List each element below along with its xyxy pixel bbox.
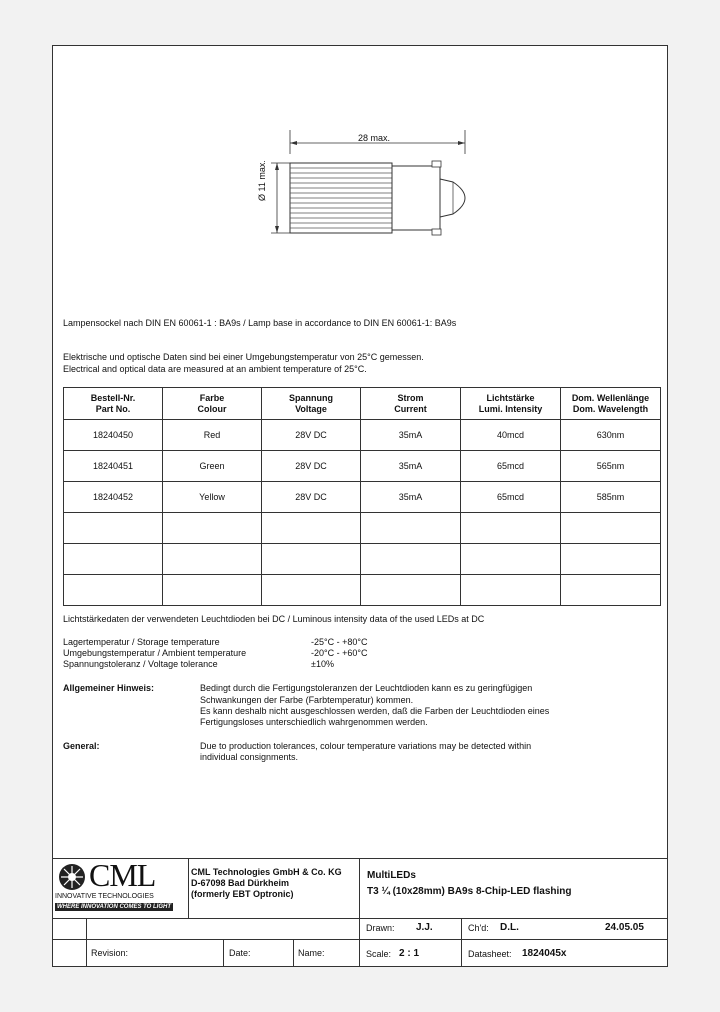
cell-current: 35mA: [361, 420, 461, 451]
date-label: Date:: [229, 948, 251, 958]
name-label: Name:: [298, 948, 325, 958]
company-former: (formerly EBT Optronic): [191, 889, 294, 899]
cell-part-no: [64, 544, 163, 575]
lamp-contact: [440, 179, 465, 217]
cell-part-no: [64, 513, 163, 544]
product-line: MultiLEDs: [367, 870, 416, 881]
company-name: CML Technologies GmbH & Co. KG: [191, 867, 342, 877]
cml-logo-text: CML: [89, 857, 156, 893]
date-value: 24.05.05: [605, 922, 644, 933]
spec-ambient-value: -20°C - +60°C: [311, 648, 368, 658]
table-row: [64, 544, 661, 575]
datasheet-page: [52, 45, 668, 967]
checked-label: Ch'd:: [468, 923, 489, 933]
table-header-row: [64, 388, 661, 420]
cell-current: 35mA: [361, 482, 461, 513]
cell-colour: [163, 544, 262, 575]
general-en-label: General:: [63, 741, 100, 751]
cell-colour: [163, 575, 262, 606]
conditions-de: Elektrische und optische Daten sind bei einer Umgebungstemperatur von 25°C gemessen.: [63, 352, 424, 362]
base-note: Lampensockel nach DIN EN 60061-1 : BA9s / Lamp base in accordance to DIN EN 60061-1: BA9s: [63, 318, 457, 328]
conditions-en: Electrical and optical data are measured at an ambient temperature of 25°C.: [63, 364, 367, 374]
cml-logo-tagline: WHERE INNOVATION COMES TO LIGHT: [57, 904, 171, 910]
cell-colour: Red: [163, 420, 262, 451]
general-de-line: Fertigungsloses unterschiedlich wahrgenommen werden.: [200, 717, 428, 727]
scale-label: Scale:: [366, 949, 392, 959]
cell-current: [361, 513, 461, 544]
bayonet-pin-bottom: [432, 229, 441, 235]
bayonet-pin-top: [432, 161, 441, 167]
dim-length-label: 28 max.: [358, 133, 391, 143]
company-address: D-67098 Bad Dürkheim: [191, 878, 290, 888]
cell-wavelength: 585nm: [561, 482, 661, 513]
cell-part-no: 18240451: [64, 451, 163, 482]
cell-colour: Green: [163, 451, 262, 482]
spec-table: [63, 387, 661, 606]
spec-ambient-label: Umgebungstemperatur / Ambient temperature: [63, 648, 247, 658]
cell-wavelength: [561, 575, 661, 606]
cell-voltage: [262, 575, 361, 606]
cell-intensity: 65mcd: [461, 482, 561, 513]
cell-wavelength: [561, 544, 661, 575]
general-en-line: individual consignments.: [200, 752, 299, 762]
spec-storage-value: -25°C - +80°C: [311, 637, 368, 647]
cell-voltage: [262, 513, 361, 544]
cell-current: 35mA: [361, 451, 461, 482]
table-row: [64, 482, 661, 513]
checked-value: D.L.: [500, 922, 519, 933]
cell-wavelength: 630nm: [561, 420, 661, 451]
cell-intensity: [461, 544, 561, 575]
spec-storage-label: Lagertemperatur / Storage temperature: [63, 637, 220, 647]
spec-voltage-label: Spannungstoleranz / Voltage tolerance: [63, 659, 218, 669]
cell-intensity: [461, 513, 561, 544]
cell-current: [361, 575, 461, 606]
table-row: [64, 420, 661, 451]
header-wavelength: Dom. Wellenlänge Dom. Wavelength: [561, 388, 661, 420]
cell-voltage: 28V DC: [262, 482, 361, 513]
datasheet-label: Datasheet:: [468, 949, 512, 959]
revision-label: Revision:: [91, 948, 129, 958]
cell-intensity: 40mcd: [461, 420, 561, 451]
header-colour: Farbe Colour: [163, 388, 262, 420]
lamp-base: [392, 166, 440, 230]
cell-wavelength: [561, 513, 661, 544]
cell-colour: Yellow: [163, 482, 262, 513]
arrow-left: [290, 141, 297, 145]
arrow-top: [275, 163, 279, 170]
dim-diameter-label: Ø 11 max.: [257, 160, 267, 201]
cell-current: [361, 544, 461, 575]
drawn-value: J.J.: [416, 922, 433, 933]
general-de-label: Allgemeiner Hinweis:: [63, 683, 155, 693]
header-voltage: Spannung Voltage: [262, 388, 361, 420]
intensity-note: Lichtstärkedaten der verwendeten Leuchtdioden bei DC / Luminous intensity data of the used LEDs at DC: [63, 614, 485, 624]
cml-logo-icon: [57, 862, 87, 892]
spec-voltage-value: ±10%: [311, 659, 334, 669]
cell-intensity: [461, 575, 561, 606]
cell-part-no: 18240450: [64, 420, 163, 451]
drawn-label: Drawn:: [366, 923, 395, 933]
product-title: T3 ¼ (10x28mm) BA9s 8-Chip-LED flashing: [367, 886, 572, 897]
cell-voltage: 28V DC: [262, 420, 361, 451]
arrow-right: [458, 141, 465, 145]
scale-value: 2 : 1: [399, 948, 420, 959]
cell-part-no: 18240452: [64, 482, 163, 513]
cell-intensity: 65mcd: [461, 451, 561, 482]
general-en-line: Due to production tolerances, colour temperature variations may be detected within: [200, 741, 532, 751]
general-de-line: Es kann deshalb nicht ausgeschlossen werden, daß die Farben der Leuchtdioden eines: [200, 706, 550, 716]
cell-voltage: [262, 544, 361, 575]
table-row: [64, 513, 661, 544]
header-current: Strom Current: [361, 388, 461, 420]
cell-wavelength: 565nm: [561, 451, 661, 482]
header-part-no: Bestell-Nr. Part No.: [64, 388, 163, 420]
table-row: [64, 575, 661, 606]
header-intensity: Lichtstärke Lumi. Intensity: [461, 388, 561, 420]
cell-colour: [163, 513, 262, 544]
general-de-line: Bedingt durch die Fertigungstoleranzen der Leuchtdioden kann es zu geringfügigen: [200, 683, 533, 693]
cml-logo-sub: INNOVATIVE TECHNOLOGIES: [55, 893, 154, 900]
general-de-line: Schwankungen der Farbe (Farbtemperatur) kommen.: [200, 695, 414, 705]
arrow-bottom: [275, 226, 279, 233]
cell-voltage: 28V DC: [262, 451, 361, 482]
datasheet-value: 1824045x: [522, 948, 567, 959]
table-row: [64, 451, 661, 482]
cell-part-no: [64, 575, 163, 606]
